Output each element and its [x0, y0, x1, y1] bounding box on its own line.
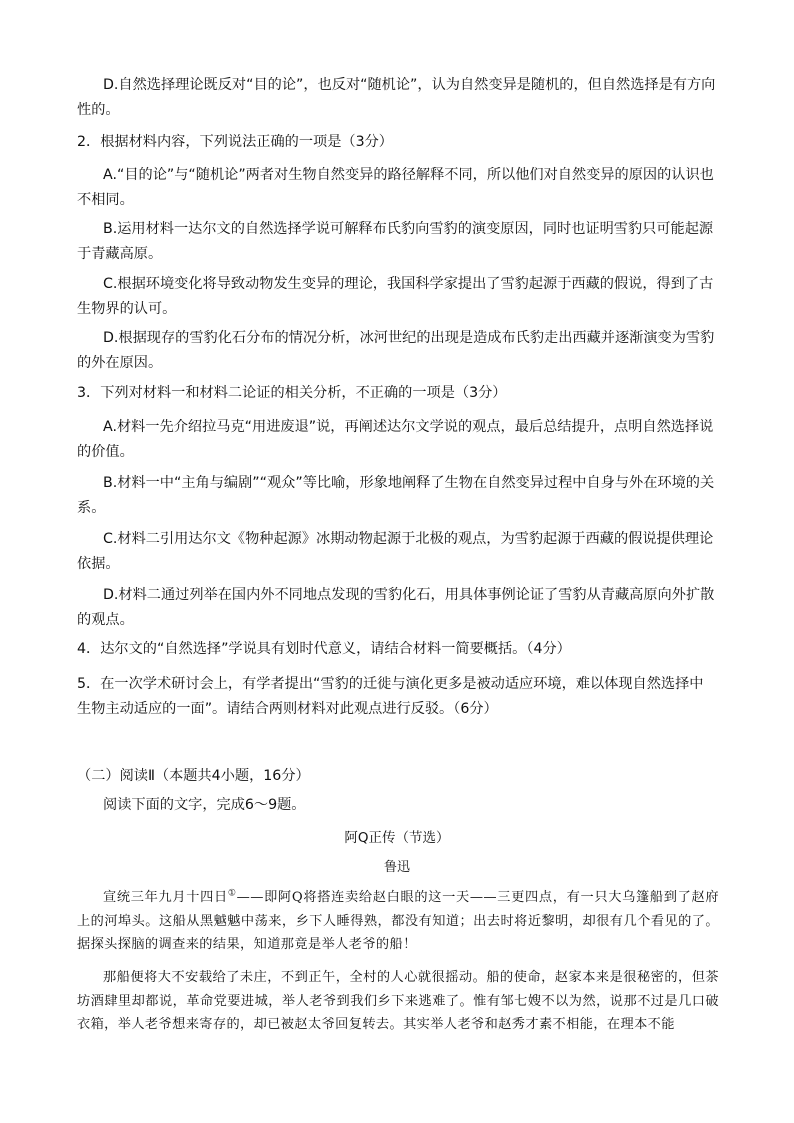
question-3-stem: 3．下列对材料一和材料二论证的相关分析，不正确的一项是（3分）	[77, 385, 507, 401]
passage-paragraph-1-start: 宣统三年九月十四日	[103, 890, 228, 905]
question-5-stem: 5．在一次学术研讨会上，有学者提出“雪豹的迁徙与演化更多是被动适应环境，难以体现自然选择中生物主动适应的一面”。请结合两则材料对此观点进行反驳。（6分）	[77, 676, 704, 717]
passage-paragraph-1	[77, 886, 719, 957]
q2-option-a: A.“目的论”与“随机论”两者对生物自然变异的路径解释不同，所以他们对自然变异的原因的认识也不相同。	[77, 167, 714, 208]
passage-author: 鲁迅	[383, 860, 410, 875]
q2-option-b: B.运用材料一达尔文的自然选择学说可解释布氏豹向雪豹的演变原因，同时也证明雪豹只可能起源于青藏高原。	[77, 221, 714, 262]
q2-option-c: C.根据环境变化将导致动物发生变异的理论，我国科学家提出了雪豹起源于西藏的假说，得到了古生物界的认可。	[77, 276, 714, 317]
passage-paragraph-1-rest: ——即阿Q将搭连卖给赵白眼的这一天——三更四点，有一只大乌篷船到了赵府上的河埠头。这船从黑魆魆中荡来，乡下人睡得熟，都没有知道；出去时将近黎明，却很有几个看见的了。据探头探脑的调查来的结果，知道那竟是举人老爷的船！	[77, 890, 720, 952]
question-2-stem: 2．根据材料内容，下列说法正确的一项是（3分）	[77, 134, 393, 150]
footnote-marker: ①	[227, 888, 237, 899]
question-4-stem: 4．达尔文的“自然选择”学说具有划时代意义，请结合材料一简要概括。（4分）	[77, 641, 571, 657]
q1-option-d: D.自然选择理论既反对“目的论”，也反对“随机论”，认为自然变异是随机的，但自然选择是有方向性的。	[77, 77, 716, 118]
q3-option-b: B.材料一中“主角与编剧”“观众”等比喻，形象地阐释了生物在自然变异过程中自身与外在环境的关系。	[77, 475, 715, 516]
section-heading: （二）阅读Ⅱ（本题共4小题，16分）	[77, 768, 310, 784]
passage-title: 阿Q正传（节选）	[344, 830, 450, 846]
passage-paragraph-2: 那船便将大不安载给了未庄，不到正午，全村的人心就很摇动。船的使命，赵家本来是很秘密的，但茶坊酒肆里却都说，革命党要进城，举人老爷到我们乡下来逃难了。惟有邹七嫂不以为然，说那不过是几口破衣箱，举人老爷想来寄存的，却已被赵太爷回复转去。其实举人老爷和赵秀才素不相能，在理本不能	[77, 970, 719, 1032]
q3-option-d: D.材料二通过列举在国内外不同地点发现的雪豹化石，用具体事例论证了雪豹从青藏高原向外扩散的观点。	[77, 587, 715, 628]
q3-option-c: C.材料二引用达尔文《物种起源》冰期动物起源于北极的观点，为雪豹起源于西藏的假说提供理论依据。	[77, 531, 714, 572]
q3-option-a: A.材料一先介绍拉马克“用进废退”说，再阐述达尔文学说的观点，最后总结提升，点明自然选择说的价值。	[77, 419, 714, 460]
q2-option-d: D.根据现存的雪豹化石分布的情况分析，冰河世纪的出现是造成布氏豹走出西藏并逐渐演变为雪豹的外在原因。	[77, 330, 715, 371]
reading-instruction: 阅读下面的文字，完成6～9题。	[103, 797, 306, 813]
